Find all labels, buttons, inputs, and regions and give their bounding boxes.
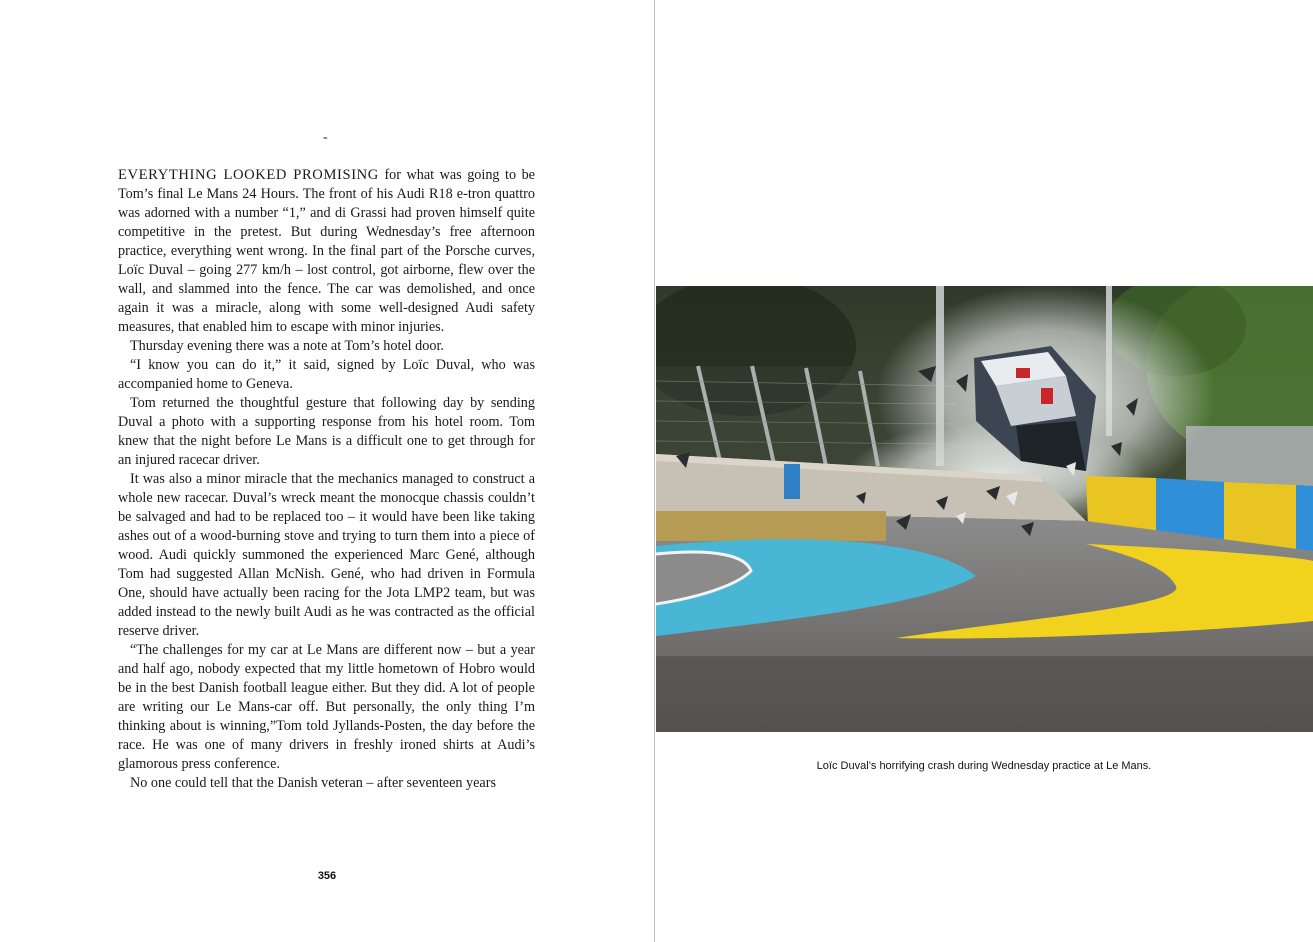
body-text [118,166,535,793]
paragraph: “I know you can do it,” it said, signed by Loïc Duval, who was accompanied home to Geneva. [118,357,535,392]
left-page [0,0,654,942]
distance-marker [784,464,800,499]
building [1186,426,1313,486]
lead-in: EVERYTHING LOOKED PROMISING [118,167,379,183]
paragraph: Tom returned the thoughtful gesture that following day by sending Duval a photo with a supporting response from his hotel room. Tom knew that the night before Le Mans is a difficult one to get through for an injured racecar driver. [118,395,535,468]
paragraph: No one could tell that the Danish veteran – after seventeen years [130,775,496,791]
photo-caption: Loïc Duval’s horrifying crash during Wednesday practice at Le Mans. [816,760,1152,772]
paragraph: “The challenges for my car at Le Mans are different now – but a year and half ago, nobody expected that my little hometown of Hobro would be in the best Danish football league either. But they did. A lot of people are writing our Le Mans-car off. But personally, the only thing I’m thinking about is winning,”Tom told Jyllands-Posten, the day before the race. He was one of many drivers in freshly ironed shirts at Audi’s glamorous press conference. [118,642,535,772]
section-mark: - [323,130,328,145]
grass-verge [656,511,886,541]
paragraph: It was also a minor miracle that the mechanics managed to construct a whole new racecar. Duval’s wreck meant the monocque chassis couldn’t be salvaged and had to be replaced too – it would have been like taking ashes out of a wood-burning stove and trying to turn them into a piece of wood. Audi quickly summoned the experienced Marc Gené, although Tom had suggested Allan McNish. Gené, who had driven in Formula One, should have actually been racing for the Jota LMP2 team, but was added instead to the newly built Audi as he was contracted as the official reserve driver. [118,471,535,639]
page-number: 356 [317,870,337,882]
paragraph [118,166,535,337]
paragraph-text: for what was going to be Tom’s final Le Mans 24 Hours. The front of his Audi R18 e-tron quattro was adorned with a number “1,” and di Grassi had proven himself quite competitive in the pretest. But during Wednesday’s free afternoon practice, everything went wrong. In the final part of the Porsche curves, Loïc Duval – going 277 km/h – lost control, got airborne, flew over the wall, and slammed into the fence. The car was demolished, and once again it was a miracle, along with some well-designed Audi safety measures, that enabled him to escape with minor injuries. [118,167,535,335]
right-page [655,0,1313,942]
paragraph: Thursday evening there was a note at Tom’s hotel door. [130,338,444,354]
race-crash-photo [656,286,1313,732]
